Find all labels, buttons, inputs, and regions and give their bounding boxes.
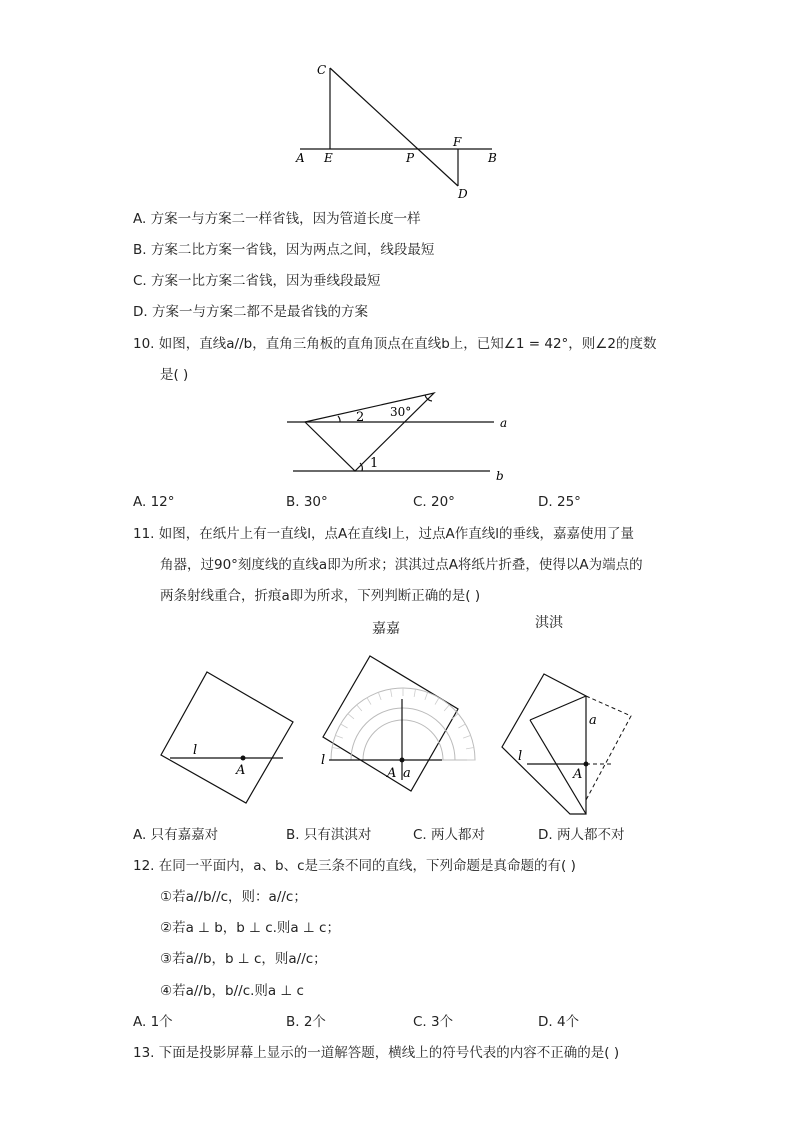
point-label-E: E [324,151,333,165]
protractor-tick [458,724,465,728]
q11-option-d[interactable]: D. 两人都不对 [538,827,625,843]
figure-pipe-plan [0,0,794,210]
protractor-tick [463,735,471,738]
line-label-a: a [500,416,508,430]
q12-item-4: ④若a//b，b//c.则a ⊥ c [160,983,304,999]
q10-option-c[interactable]: C. 20° [413,494,455,510]
protractor-tick [435,698,439,705]
q11-option-c[interactable]: C. 两人都对 [413,827,486,843]
q12-option-c[interactable]: C. 3个 [413,1014,454,1030]
protractor-tick [367,698,371,705]
fig-title-jiajia: 嘉嘉 [372,621,400,637]
q12-item-2: ②若a ⊥ b，b ⊥ c.则a ⊥ c； [160,920,340,936]
q9-option-c[interactable]: C. 方案一比方案二省钱，因为垂线段最短 [133,273,381,289]
q10-option-a[interactable]: A. 12° [133,494,175,510]
q10-stem-line1: 10. 如图，直线a//b，直角三角板的直角顶点在直线b上，已知∠1 = 42°，则∠2的度数 [133,336,657,352]
point-label-C: C [317,63,327,77]
q9-option-d[interactable]: D. 方案一与方案二都不是最省钱的方案 [133,304,368,320]
protractor-tick [390,689,391,697]
line-label-b: b [496,469,504,483]
point-label-F: F [453,135,462,149]
point-label-B: B [488,151,497,165]
point-label-P: P [406,151,415,165]
right-label-A: A [573,767,583,782]
q11-stem-line2: 角器，过90°刻度线的直线a即为所求；淇淇过点A将纸片折叠，使得以A为端点的 [160,557,643,573]
angle-label-1: 1 [370,456,379,471]
right-label-a: a [589,713,597,728]
q11-option-a[interactable]: A. 只有嘉嘉对 [133,827,219,843]
left-label-A: A [236,763,246,778]
q9-option-b[interactable]: B. 方案二比方案一省钱，因为两点之间，线段最短 [133,242,435,258]
q10-stem-line2: 是( ) [160,367,189,383]
protractor-tick [341,724,348,728]
angle-label-30: 30° [390,405,412,419]
right-label-l: l [518,749,523,764]
q12-option-d[interactable]: D. 4个 [538,1014,580,1030]
protractor-tick [348,714,354,719]
protractor-tick [414,689,415,697]
protractor-tick [378,692,381,700]
protractor-tick [466,747,474,748]
q12-option-a[interactable]: A. 1个 [133,1014,173,1030]
fig-title-qiqi: 淇淇 [535,615,563,631]
figure-perpendicular-methods [0,640,794,820]
q11-stem-line3: 两条射线重合，折痕a即为所求，下列判断正确的是( ) [160,588,481,604]
left-label-l: l [193,743,198,758]
q12-option-b[interactable]: B. 2个 [286,1014,326,1030]
protractor-tick [335,735,343,738]
protractor-tick [357,705,362,711]
q12-item-3: ③若a//b，b ⊥ c，则a//c； [160,951,327,967]
point-label-D: D [458,187,468,201]
q12-item-1: ①若a//b//c，则：a//c； [160,889,307,905]
protractor-tick [425,692,428,700]
mid-label-l: l [321,753,326,768]
point-label-A: A [296,151,305,165]
protractor-tick [332,747,340,748]
q12-stem: 12. 在同一平面内，a、b、c是三条不同的直线，下列命题是真命题的有( ) [133,858,576,874]
protractor-tick [444,705,449,711]
q11-option-b[interactable]: B. 只有淇淇对 [286,827,372,843]
q10-option-b[interactable]: B. 30° [286,494,328,510]
mid-label-a: a [403,766,411,781]
mid-label-A: A [387,766,397,781]
q13-stem: 13. 下面是投影屏幕上显示的一道解答题，横线上的符号代表的内容不正确的是( ) [133,1045,620,1061]
q10-option-d[interactable]: D. 25° [538,494,581,510]
q11-stem-line1: 11. 如图，在纸片上有一直线l，点A在直线l上，过点A作直线l的垂线，嘉嘉使用了量 [133,526,634,542]
figure-parallel-triangle [0,385,794,495]
angle-label-2: 2 [356,410,365,425]
q9-option-a[interactable]: A. 方案一与方案二一样省钱，因为管道长度一样 [133,211,421,227]
